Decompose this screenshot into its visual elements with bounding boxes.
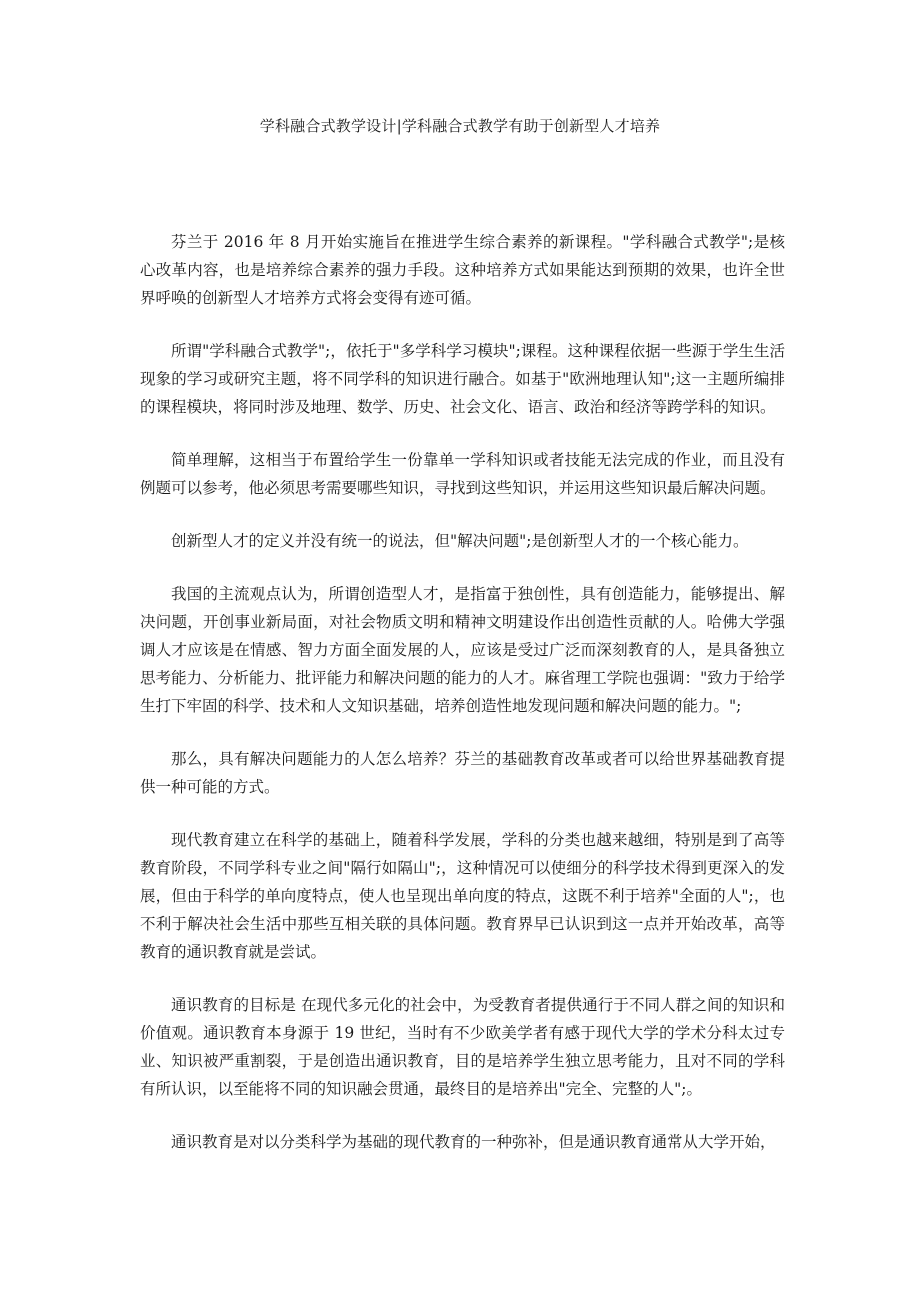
paragraph-8: 通识教育的目标是 在现代多元化的社会中，为受教育者提供通行于不同人群之间的知识和价值观。通识教育本身源于 19 世纪，当时有不少欧美学者有感于现代大学的学术分科太过专业、知识被严重割裂，于是创造出通识教育，目的是培养学生独立思考能力，且对不同的学科有所认识，以至能将不同的知识融会贯通，最终目的是培养出"完全、完整的人";。 (140, 996, 785, 1098)
paragraph-1: 芬兰于 2016 年 8 月开始实施旨在推进学生综合素养的新课程。"学科融合式教学";是核心改革内容，也是培养综合素养的强力手段。这种培养方式如果能达到预期的效果，也许全世界呼唤的创新型人才培养方式将会变得有迹可循。 (140, 233, 785, 307)
paragraph-9: 通识教育是对以分类科学为基础的现代教育的一种弥补，但是通识教育通常从大学开始， (171, 1133, 776, 1151)
document-body (140, 228, 785, 1181)
paragraph-4: 创新型人才的定义并没有统一的说法，但"解决问题";是创新型人才的一个核心能力。 (171, 532, 749, 550)
paragraph-7: 现代教育建立在科学的基础上，随着科学发展，学科的分类也越来越细，特别是到了高等教育阶段，不同学科专业之间"隔行如隔山";，这种情况可以使细分的科学技术得到更深入的发展，但由于科学的单向度特点，使人也呈现出单向度的特点，这既不利于培养"全面的人";，也不利于解决社会生活中那些互相关联的具体问题。教育界早已认识到这一点并开始改革，高等教育的通识教育就是尝试。 (140, 831, 785, 961)
paragraph-6: 那么，具有解决问题能力的人怎么培养？芬兰的基础教育改革或者可以给世界基础教育提供一种可能的方式。 (140, 750, 785, 796)
paragraph-5: 我国的主流观点认为，所谓创造型人才，是指富于独创性，具有创造能力，能够提出、解决问题，开创事业新局面，对社会物质文明和精神文明建设作出创造性贡献的人。哈佛大学强调人才应该是在情感、智力方面全面发展的人，应该是受过广泛而深刻教育的人，是具备独立思考能力、分析能力、批评能力和解决问题的能力的人才。麻省理工学院也强调："致力于给学生打下牢固的科学、技术和人文知识基础，培养创造性地发现问题和解决问题的能力。"; (140, 585, 785, 715)
paragraph-2: 所谓"学科融合式教学";，依托于"多学科学习模块";课程。这种课程依据一些源于学生生活现象的学习或研究主题，将不同学科的知识进行融合。如基于"欧洲地理认知";这一主题所编排的课程模块，将同时涉及地理、数学、历史、社会文化、语言、政治和经济等跨学科的知识。 (140, 342, 785, 416)
document-title: 学科融合式教学设计|学科融合式教学有助于创新型人才培养 (259, 117, 661, 135)
paragraph-3: 简单理解，这相当于布置给学生一份靠单一学科知识或者技能无法完成的作业，而且没有例题可以参考，他必须思考需要哪些知识，寻找到这些知识，并运用这些知识最后解决问题。 (140, 451, 785, 497)
